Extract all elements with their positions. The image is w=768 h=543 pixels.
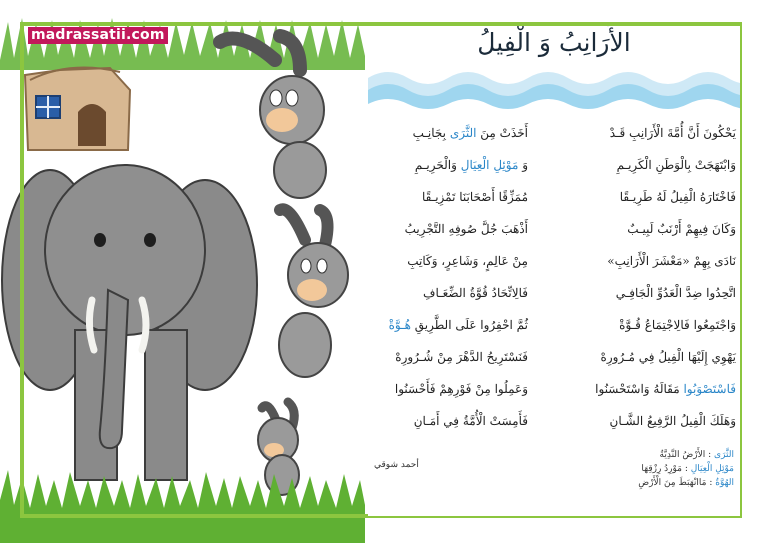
verse-keyword: هُـوَّةْ bbox=[388, 318, 411, 332]
glossary-item bbox=[534, 464, 734, 474]
verse-text: فَأَمِسَتْ الْأُمَّةُ فِي أَمَـانِ bbox=[413, 414, 528, 428]
verse-text: مِنْ عَالِمٍ، وَشَاعِرٍ، وَكَاتِبِ bbox=[407, 254, 528, 268]
wave-decoration bbox=[368, 66, 740, 116]
verse-line bbox=[620, 190, 736, 204]
verse-text: بِجَانِـبِ bbox=[412, 126, 450, 140]
verse-line bbox=[601, 350, 736, 364]
verse-line bbox=[422, 190, 528, 204]
verse-line bbox=[395, 350, 528, 364]
verse-text: وَهَلَكَ الْفِيلُ الرَّفِيعُ الشَّـانِ bbox=[609, 414, 736, 428]
verse-text: وَكَانَ فِيهِمْ أَرْنَبٌ لَبِيـبٌ bbox=[627, 222, 736, 236]
glossary-definition: مَاانْهَبَطَ مِنَ الْأَرْضِ bbox=[638, 478, 707, 488]
glossary-separator: : bbox=[705, 450, 715, 460]
verse-line bbox=[617, 158, 736, 172]
site-watermark: madrassatii.com bbox=[28, 27, 168, 44]
glossary-term: الهُوَّةُ bbox=[715, 478, 734, 488]
poem-title: الأَرَانِبُ وَ الْفِيلُ bbox=[477, 28, 631, 57]
poem-panel bbox=[368, 26, 740, 516]
glossary-definition: الأَرْضُ النَّدِيَّةُ bbox=[659, 450, 706, 460]
glossary-definition: مَوْرِدُ رِزْقِهَا bbox=[641, 464, 682, 474]
verse-keyword: الثَّرَى bbox=[449, 126, 477, 140]
verse-text: ثُمَّ احْفِرُوا عَلَى الطَّرِيقِ bbox=[410, 318, 528, 332]
verse-line bbox=[395, 382, 528, 396]
verse-line bbox=[389, 318, 528, 332]
verse-text: وَ bbox=[518, 158, 528, 172]
verse-text: وَعَمِلُوا مِنْ فَوْرِهِمْ فَأَحْسَنُوا bbox=[394, 382, 528, 396]
verse-line bbox=[619, 318, 736, 332]
verse-text: وَالْحَرِيـمِ bbox=[414, 158, 461, 172]
verse-line bbox=[627, 222, 736, 236]
verse-line bbox=[415, 158, 528, 172]
glossary bbox=[534, 446, 734, 492]
verse-text: يَحْكُونَ أَنَّ أُمَّةَ الْأَرَانِبِ قَـدْ bbox=[609, 126, 736, 140]
verse-keyword: مَوْئِلِ الْعِيَالِ bbox=[460, 158, 519, 172]
verse-keyword: فَاسْتَصْوَبُوا bbox=[683, 382, 736, 396]
glossary-separator: : bbox=[682, 464, 691, 474]
verse-text: نَادَى بِهِمْ «مَعْشَرَ الْأَرَانِبِ» bbox=[607, 254, 736, 268]
verse-text: وَاجْتَمِعُوا فَالِاجْتِمَاعُ قُـوَّةْ bbox=[619, 318, 736, 332]
verse-text: فَاخْتَارَهُ الْفِيلُ لَهُ طَرِيـقًا bbox=[619, 190, 736, 204]
poem-verses bbox=[368, 126, 740, 456]
verse-text: يَهْوِي إِلَيْهَا الْفِيلُ فِي مُـرُورِهْ bbox=[600, 350, 736, 364]
verse-text: أَخَذَتْ مِنَ bbox=[476, 126, 528, 140]
verse-line bbox=[407, 254, 528, 268]
verse-line bbox=[423, 286, 528, 300]
verse-text: مَقَالَهُ وَاسْتَحْسَنُوا bbox=[595, 382, 684, 396]
glossary-term: مَوْئِلِ الْعِيَالِ bbox=[690, 464, 734, 474]
glossary-separator: : bbox=[706, 478, 716, 488]
glossary-item bbox=[534, 478, 734, 488]
poem-author: أحمد شوقي bbox=[374, 460, 419, 470]
verse-text: اتَّحِدُوا ضِدَّ الْعَدُوِّ الْجَافِـي bbox=[615, 286, 736, 300]
glossary-item bbox=[534, 450, 734, 460]
verse-line bbox=[405, 222, 528, 236]
verse-text: فَنَسْتَرِيحُ الدَّهْرَ مِنْ شُـرُورِهْ bbox=[395, 350, 528, 364]
glossary-term: الثَّرَى bbox=[714, 450, 734, 460]
verse-line bbox=[595, 382, 736, 396]
verse-line bbox=[610, 126, 736, 140]
verse-line bbox=[616, 286, 736, 300]
verse-text: وَابْتَهَجَتْ بِالْوَطَنِ الْكَرِيـمِ bbox=[616, 158, 736, 172]
verse-text: مُمَزِّقًا أَصْحَابَنَا تَمْزِيـقًا bbox=[421, 190, 528, 204]
verse-line bbox=[414, 414, 528, 428]
verse-line bbox=[413, 126, 528, 140]
verse-text: أَذْهَبَ جُلَّ صُوفِهِ التَّجْرِيبُ bbox=[404, 222, 528, 236]
verse-text: فَالِاتِّحَادُ قُوَّةُ الضِّعَـافِ bbox=[423, 286, 528, 300]
verse-line bbox=[610, 414, 736, 428]
verse-line bbox=[607, 254, 736, 268]
